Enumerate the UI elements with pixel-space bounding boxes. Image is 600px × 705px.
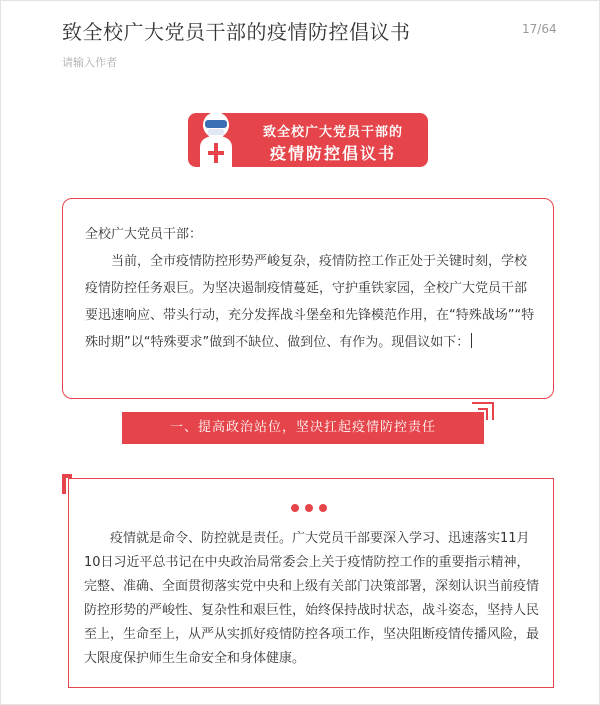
document-title[interactable]: 致全校广大党员干部的疫情防控倡议书 xyxy=(62,20,411,44)
section-paragraph[interactable]: 疫情就是命令、防控就是责任。广大党员干部要深入学习、迅速落实11月10日习近平总书记在中央政治局常委会上关于疫情防控工作的重要指示精神，完整、准确、全面贯彻落实党中央和上级有关部门决策部署，深刻认识当前疫情防控形势的严峻性、复杂性和艰巨性，始终保持战时状态，战斗姿态，坚持人民至上，生命至上，从严从实抓好疫情防控各项工作，坚决阻断疫情传播风险，最大限度保护师生生命安全和身体健康。 xyxy=(84,531,540,666)
dots-decoration xyxy=(291,504,327,512)
dot xyxy=(319,504,327,512)
title-banner xyxy=(188,113,428,167)
author-input[interactable]: 请输入作者 xyxy=(62,56,117,69)
intro-paragraph-text: 当前，全市疫情防控形势严峻复杂，疫情防控工作正处于关键时刻，学校疫情防控任务艰巨。为坚决遏制疫情蔓延，守护重铁家园，全校广大党员干部要迅速响应、带头行动，充分发挥战斗堡垒和先锋模范作用，在“特殊战场”“特殊时期”以“特殊要求”做到不缺位、做到位、有作为。现倡议如下： xyxy=(85,254,535,350)
dot xyxy=(291,504,299,512)
banner-title-line2: 疫情防控倡议书 xyxy=(269,144,396,163)
text-cursor xyxy=(471,333,472,348)
title-word-count: 17/64 xyxy=(522,22,557,36)
salutation: 全校广大党员干部： xyxy=(85,227,203,242)
section-heading-1[interactable]: 一、提高政治站位，坚决扛起疫情防控责任 xyxy=(122,412,484,444)
medical-worker-icon xyxy=(194,109,238,171)
dot xyxy=(305,504,313,512)
intro-paragraph xyxy=(85,248,537,356)
banner-title-line1: 致全校广大党员干部的 xyxy=(262,125,403,140)
intro-card[interactable] xyxy=(62,198,554,399)
intro-text[interactable] xyxy=(85,221,537,356)
